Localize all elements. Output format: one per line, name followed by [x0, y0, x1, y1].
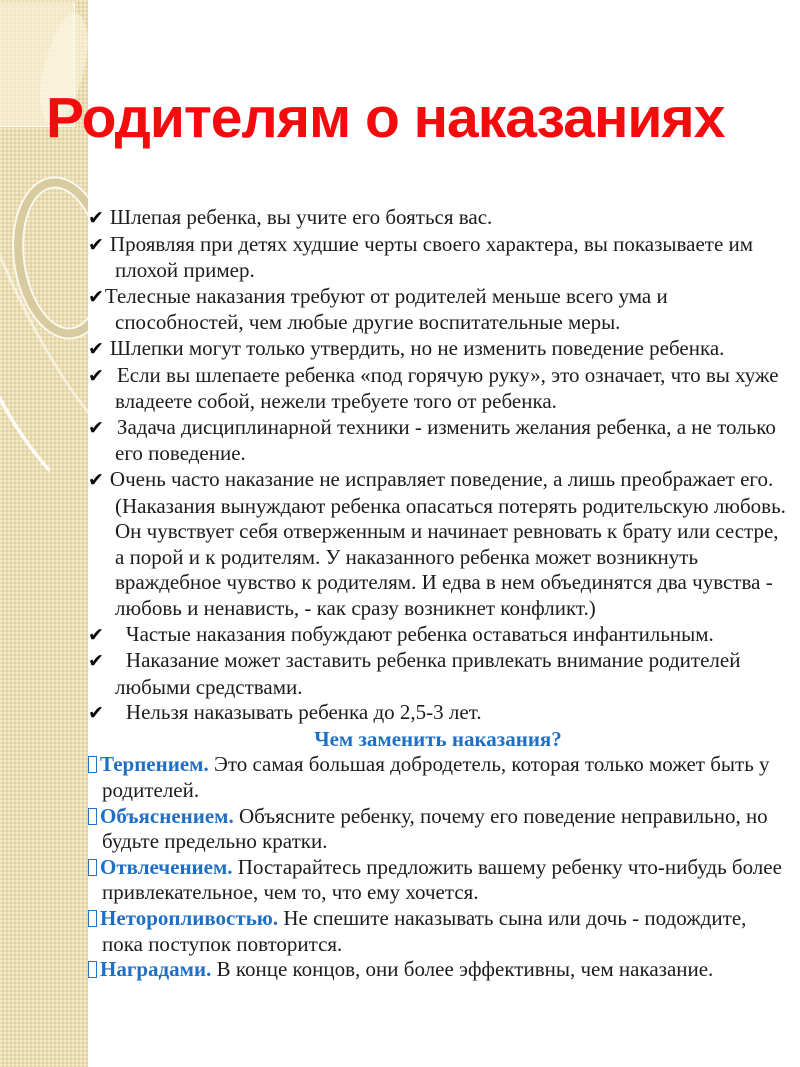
bullet-item: [88, 284, 788, 336]
check-icon: ✔: [88, 468, 104, 491]
replacement-lead: Отвлечением.: [100, 854, 233, 879]
check-icon: ✔: [88, 337, 104, 360]
bullet-item: [88, 648, 788, 700]
box-bullet-icon: [88, 756, 97, 773]
bullet-item: [88, 467, 788, 622]
replacement-lead: Неторопливостью.: [100, 906, 279, 931]
replacement-lead: Терпением.: [100, 752, 209, 777]
replacement-text: Это самая большая добродетель, которая только может быть у родителей.: [102, 752, 770, 803]
slide-title: Родителям о наказаниях: [46, 86, 725, 150]
bullet-text: Телесные наказания требуют от родителей меньше всего ума и способностей, чем любые другие воспитательные меры.: [104, 283, 668, 335]
replacement-item: [88, 804, 788, 855]
replacement-item: [88, 855, 788, 906]
box-bullet-icon: [88, 961, 97, 978]
replacement-item: [88, 906, 788, 957]
replacement-list: [88, 752, 788, 982]
replacement-lead: Объяснением.: [100, 803, 234, 828]
bullet-text: Задача дисциплинарной техники - изменить желания ребенка, а не только его поведение.: [115, 414, 776, 466]
box-bullet-icon: [88, 910, 97, 927]
section-heading: Чем заменить наказания?: [314, 726, 562, 751]
bullet-item: [88, 415, 788, 467]
bullet-text: Очень часто наказание не исправляет поведение, а лишь преображает его. (Наказания вынуждают ребенка опасаться потерять родительскую любовь. Он чувствует себя отверженным и начинает ревновать к брату или сестре, а порой и к родителям. У наказанного ребенка может возникнуть враждебное чувство к родителям. И едва в нем объединятся два чувства - любовь и ненависть, - как сразу возникнет конфликт.): [109, 466, 786, 620]
replacement-item: [88, 752, 788, 803]
check-icon: ✔: [88, 416, 104, 439]
replacement-text: Постарайтесь предложить вашему ребенку что-нибудь более привлекательное, чем то, что ему хочется.: [102, 854, 782, 905]
check-icon: ✔: [88, 233, 104, 256]
replacement-lead: Наградами.: [100, 957, 212, 982]
bullet-text: Наказание может заставить ребенка привлекать внимание родителей любыми средствами.: [115, 648, 741, 699]
check-icon: ✔: [88, 650, 104, 673]
bullet-text: Проявляя при детях худшие черты своего характера, вы показываете им плохой пример.: [109, 231, 754, 283]
replacement-text: Объясните ребенку, почему его поведение неправильно, но будьте предельно кратки.: [102, 803, 768, 854]
check-icon: ✔: [88, 364, 104, 387]
replacement-text: В конце концов, они более эффективны, чем наказание.: [216, 957, 714, 982]
bullet-item: [88, 232, 788, 284]
bullet-text: Частые наказания побуждают ребенка оставаться инфантильным.: [125, 621, 714, 646]
sidebar-strip: [0, 0, 88, 1067]
replacement-item: [88, 957, 788, 983]
slide-body: [88, 205, 788, 983]
bullet-text: Если вы шлепаете ребенка «под горячую руку», это означает, что вы хуже владеете собой, нежели требуете того от ребенка.: [115, 362, 779, 414]
check-icon: ✔: [88, 285, 104, 308]
bullet-text: Шлепая ребенка, вы учите его бояться вас.: [109, 205, 493, 229]
bullet-text: Нельзя наказывать ребенка до 2,5-3 лет.: [125, 700, 482, 725]
box-bullet-icon: [88, 808, 97, 825]
check-icon: ✔: [88, 207, 104, 229]
bullet-item: [88, 205, 788, 232]
bullet-item: [88, 363, 788, 415]
bullet-item: [88, 700, 788, 727]
bullet-text: Шлепки могут только утвердить, но не изменить поведение ребенка.: [109, 335, 725, 360]
bullet-list: [88, 205, 788, 727]
check-icon: ✔: [88, 623, 104, 646]
replacement-text: Не спешите наказывать сына или дочь - подождите, пока поступок повторится.: [102, 906, 747, 956]
box-bullet-icon: [88, 859, 97, 876]
check-icon: ✔: [88, 702, 104, 725]
bullet-item: [88, 336, 788, 363]
bullet-item: [88, 622, 788, 649]
